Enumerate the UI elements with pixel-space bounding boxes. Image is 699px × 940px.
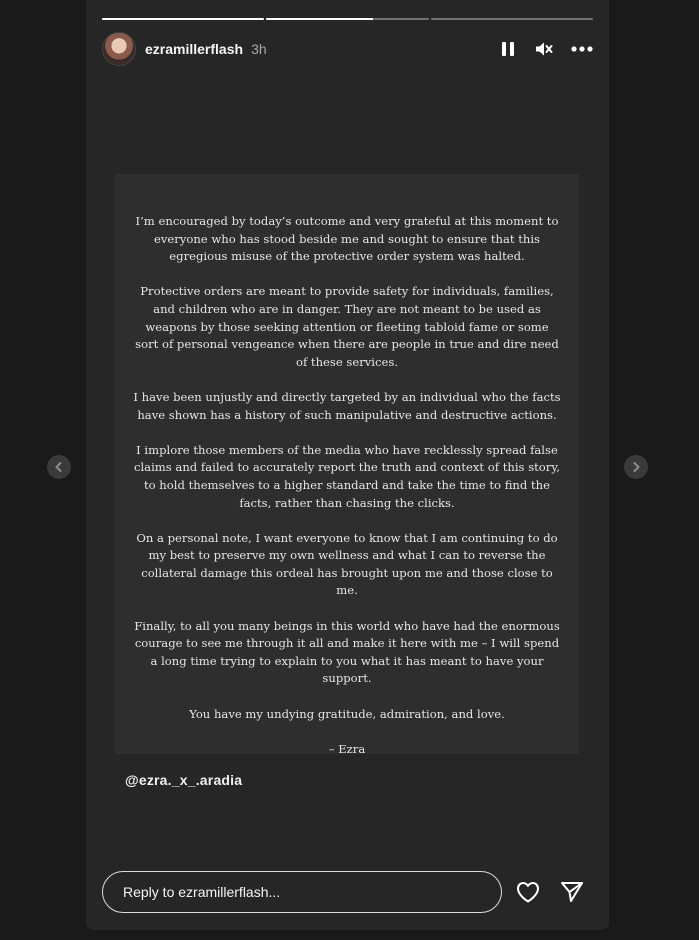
statement-paragraph: I’m encouraged by today’s outcome and very grateful at this moment to everyone who has stood beside me and sought to ensure that this egregious misuse of the protective order system was halted.	[135, 214, 559, 264]
statement-paragraph: I implore those members of the media who have recklessly spread false claims and failed to accurately report the truth and context of this story, to hold themselves to a higher standard and take the time to find the facts, rather than chasing the clicks.	[133, 442, 561, 510]
progress-segment	[102, 18, 264, 20]
chevron-left-icon	[53, 461, 65, 473]
statement-paragraph: You have my undying gratitude, admiration, and love.	[189, 706, 505, 721]
more-options-button[interactable]	[571, 40, 593, 58]
next-story-button[interactable]	[624, 455, 648, 479]
story-progress-bar	[102, 18, 593, 21]
mention-sticker[interactable]: @ezra._x_.aradia	[125, 772, 243, 788]
like-button[interactable]	[515, 879, 541, 905]
speaker-muted-icon	[535, 41, 553, 57]
statement-signature: – Ezra	[328, 741, 366, 756]
share-button[interactable]	[559, 879, 585, 905]
statement-paragraph: I have been unjustly and directly targeted by an individual who the facts have shown has a history of such manipulative and destructive actions.	[133, 389, 561, 422]
statement-paragraph: On a personal note, I want everyone to know that I am continuing to do my best to preserve my own wellness and what I can to reverse the collateral damage this ordeal has brought upon me and those close to me.	[136, 530, 558, 598]
more-options-icon	[571, 46, 593, 52]
previous-story-button[interactable]	[47, 455, 71, 479]
story-frame[interactable]	[86, 0, 609, 930]
statement-text	[115, 174, 579, 758]
story-footer	[102, 870, 593, 914]
username-link[interactable]: ezramillerflash	[145, 41, 244, 57]
statement-card	[115, 174, 579, 754]
story-header	[102, 32, 593, 66]
statement-paragraph: Protective orders are meant to provide safety for individuals, families, and children who are in danger. They are not meant to be used as weapons by those seeking attention or fleeting tabloid fame or some sort of personal vengeance when there are people in true and dire need of these services.	[135, 284, 559, 369]
timestamp: 3h	[251, 41, 267, 57]
chevron-right-icon	[630, 461, 642, 473]
pause-icon	[501, 41, 515, 57]
heart-icon	[516, 881, 540, 903]
send-icon	[560, 881, 584, 903]
reply-input[interactable]	[102, 871, 502, 913]
story-controls	[499, 40, 593, 58]
mute-button[interactable]	[535, 40, 553, 58]
progress-segment	[431, 18, 593, 20]
avatar[interactable]	[102, 32, 136, 66]
progress-segment	[266, 18, 428, 20]
pause-button[interactable]	[499, 40, 517, 58]
statement-paragraph: Finally, to all you many beings in this world who have had the enormous courage to see me through it all and make it here with me – I will spend a long time trying to explain to you what it has meant to have your support.	[134, 618, 560, 686]
footer-actions	[515, 879, 593, 905]
